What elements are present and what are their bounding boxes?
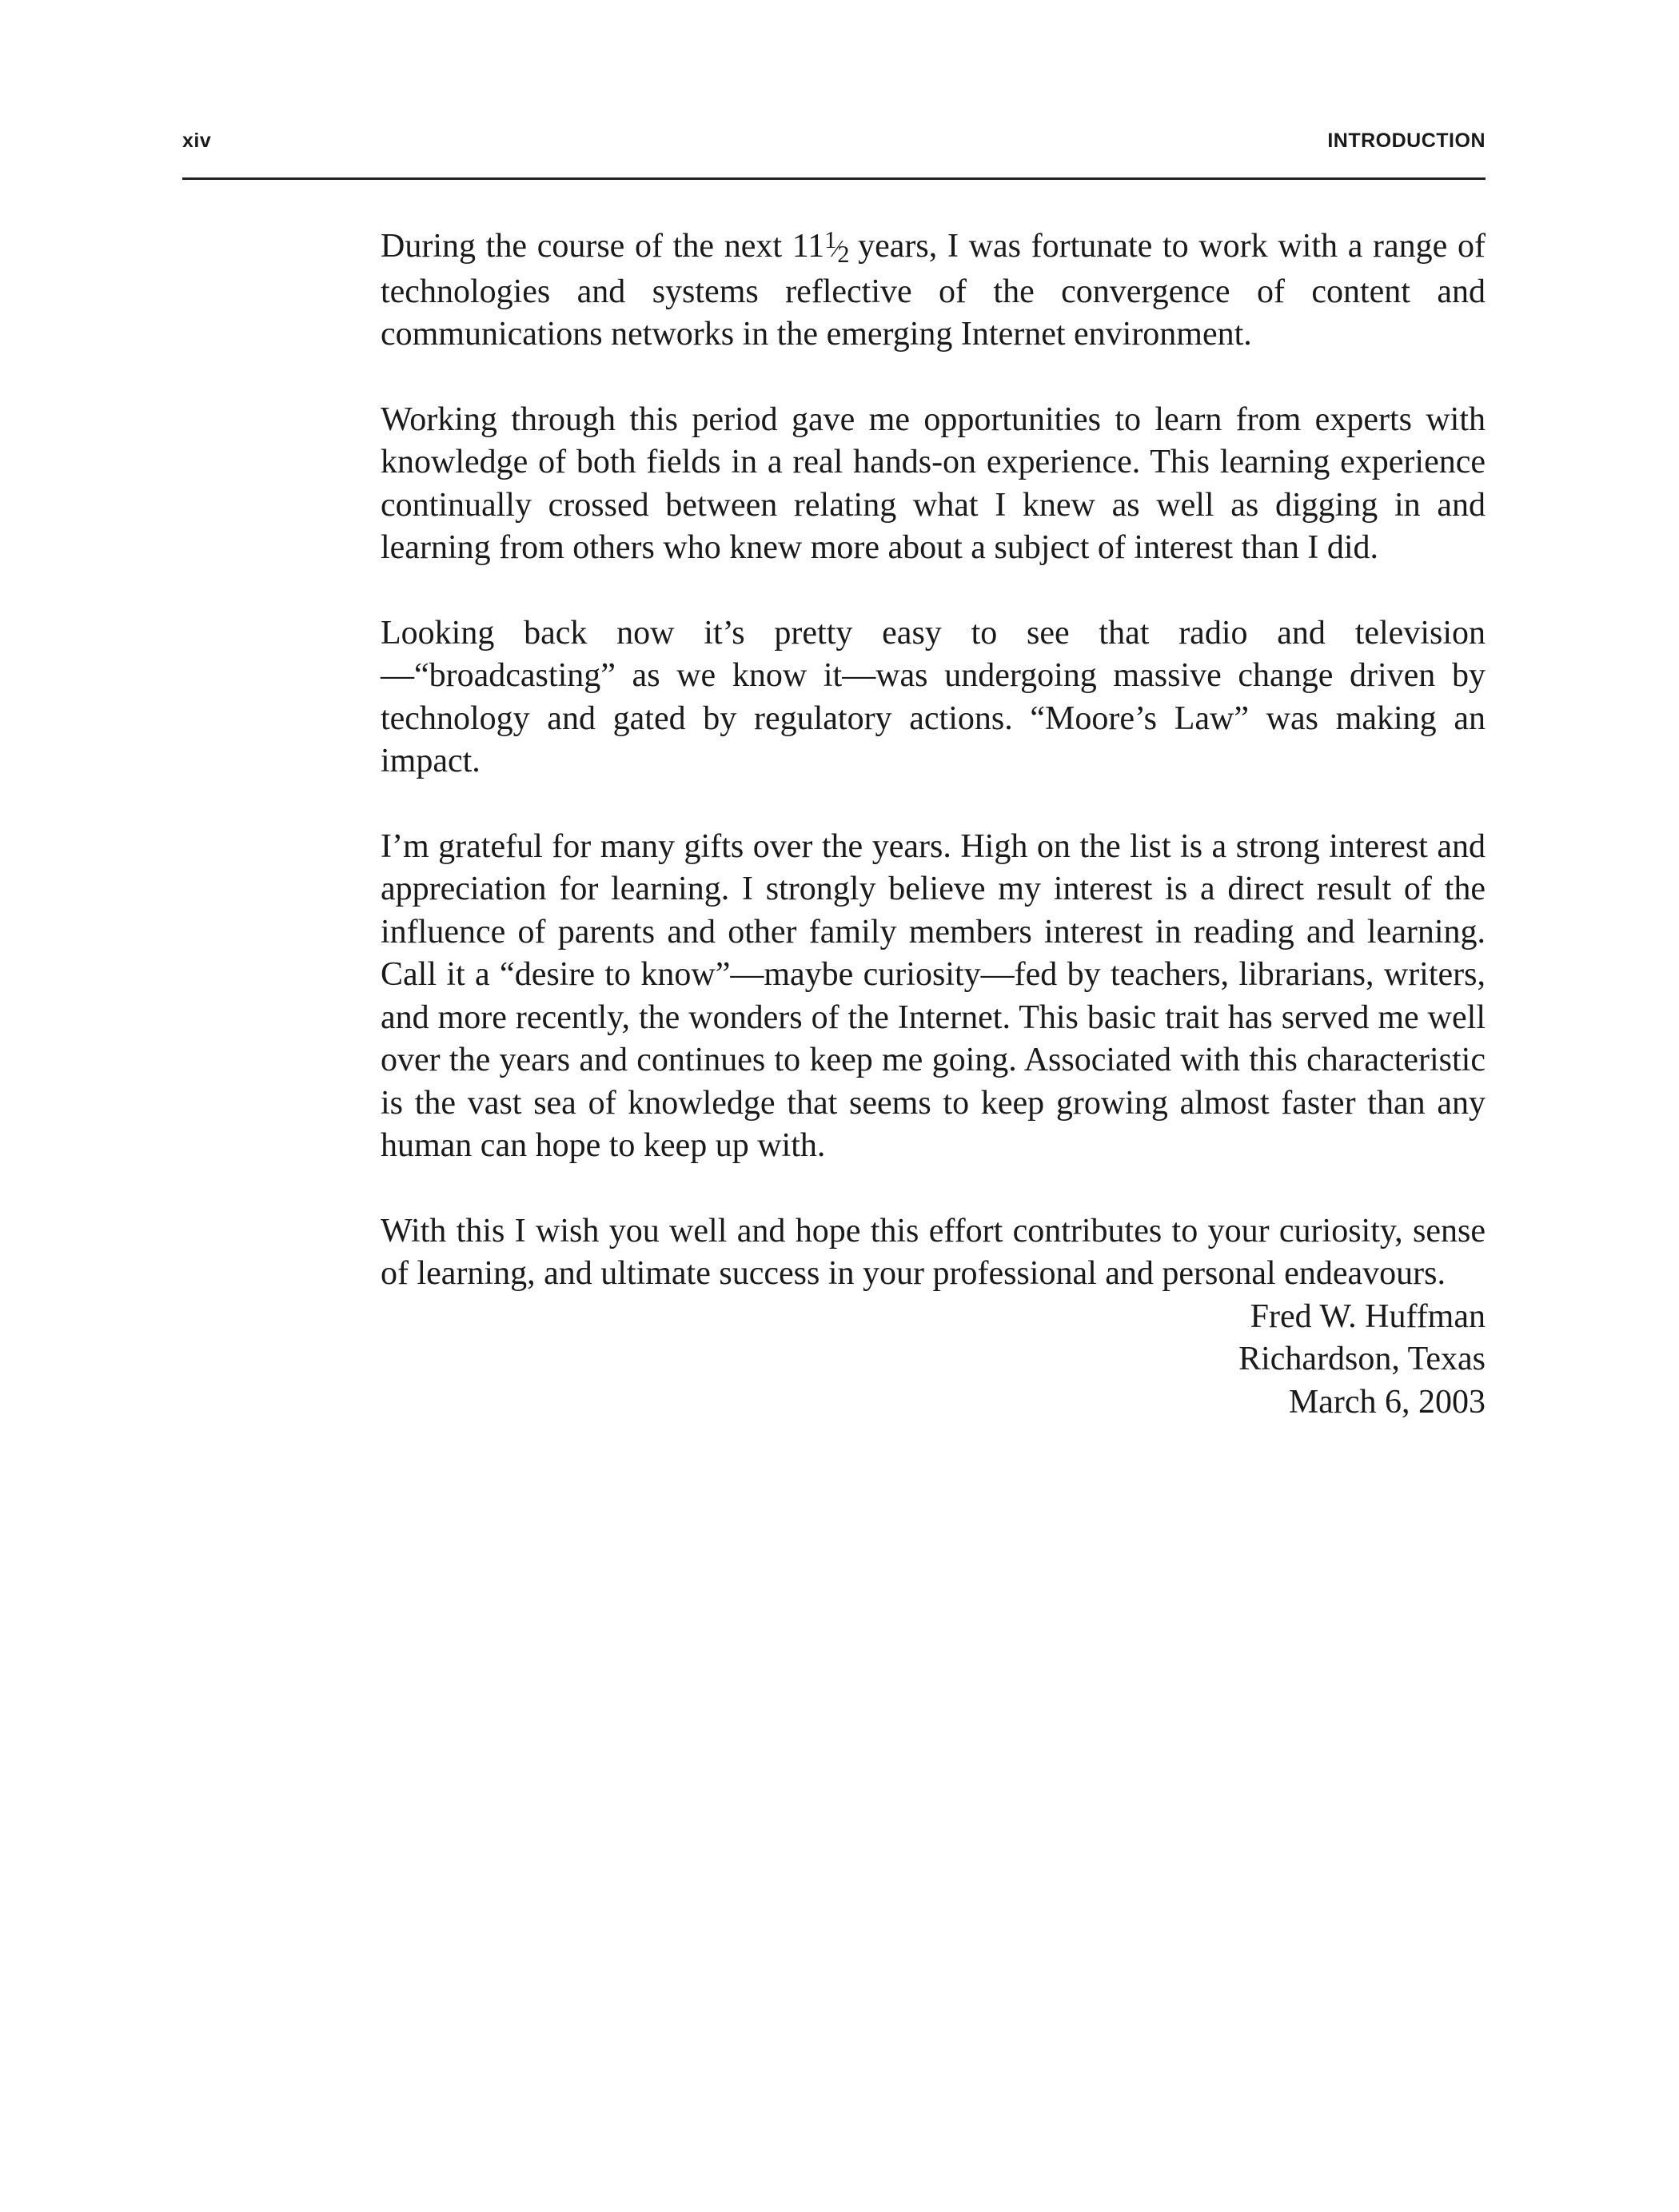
paragraph-2: Working through this period gave me opportunities to learn from experts with knowledge of both fields in a real hands-on experience. This learning experience continually crossed between relating what I knew as well as digging in and learning from others who knew more about a subject of interest than I did. [381, 401, 1486, 566]
author-location: Richardson, Texas [1238, 1341, 1486, 1377]
running-head [182, 130, 1486, 161]
paragraph-1 [381, 225, 1486, 357]
page-number: xiv [182, 130, 212, 152]
fraction-one-half [824, 225, 848, 269]
paragraph-4: I’m grateful for many gifts over the years. High on the list is a strong interest and appreciation for learning. I strongly believe my interest is a direct result of the influence of parents and other family members interest in reading and learning. Call it a “desire to know”—maybe curiosity—fed by teachers, librarians, writers, and more recently, the wonders of the Internet. This basic trait has served me well over the years and continues to keep me going. Associated with this characteristic is the vast sea of knowledge that seems to keep growing almost faster than any human can hope to keep up with. [381, 827, 1486, 1164]
paragraph-3: Looking back now it’s pretty easy to see that radio and television—“broadcasting” as we know it—was undergoing massive change driven by technology and gated by regulatory actions. “Moore’s Law” was making an impact. [381, 614, 1486, 779]
signature-date: March 6, 2003 [1288, 1383, 1486, 1421]
body-text [381, 225, 1486, 1424]
signature-block [381, 1296, 1486, 1425]
paragraph-5: With this I wish you well and hope this effort contributes to your curiosity, sense of learning, and ultimate success in your professional and personal endeavours. [381, 1212, 1486, 1292]
author-name: Fred W. Huffman [1250, 1297, 1486, 1335]
header-rule [182, 177, 1486, 180]
fraction-numerator: 1 [824, 225, 836, 253]
paragraph-1-end: years, I was fortunate to work with a range of technologies and systems reflective of the convergence of content and communications networks in the emerging Internet environment. [381, 228, 1486, 353]
fraction-denominator: 2 [837, 241, 848, 269]
section-title: INTRODUCTION [1327, 130, 1486, 152]
paragraph-1-start: During the course of the next 11 [381, 228, 825, 265]
fraction-slash: ⁄ [835, 235, 838, 262]
